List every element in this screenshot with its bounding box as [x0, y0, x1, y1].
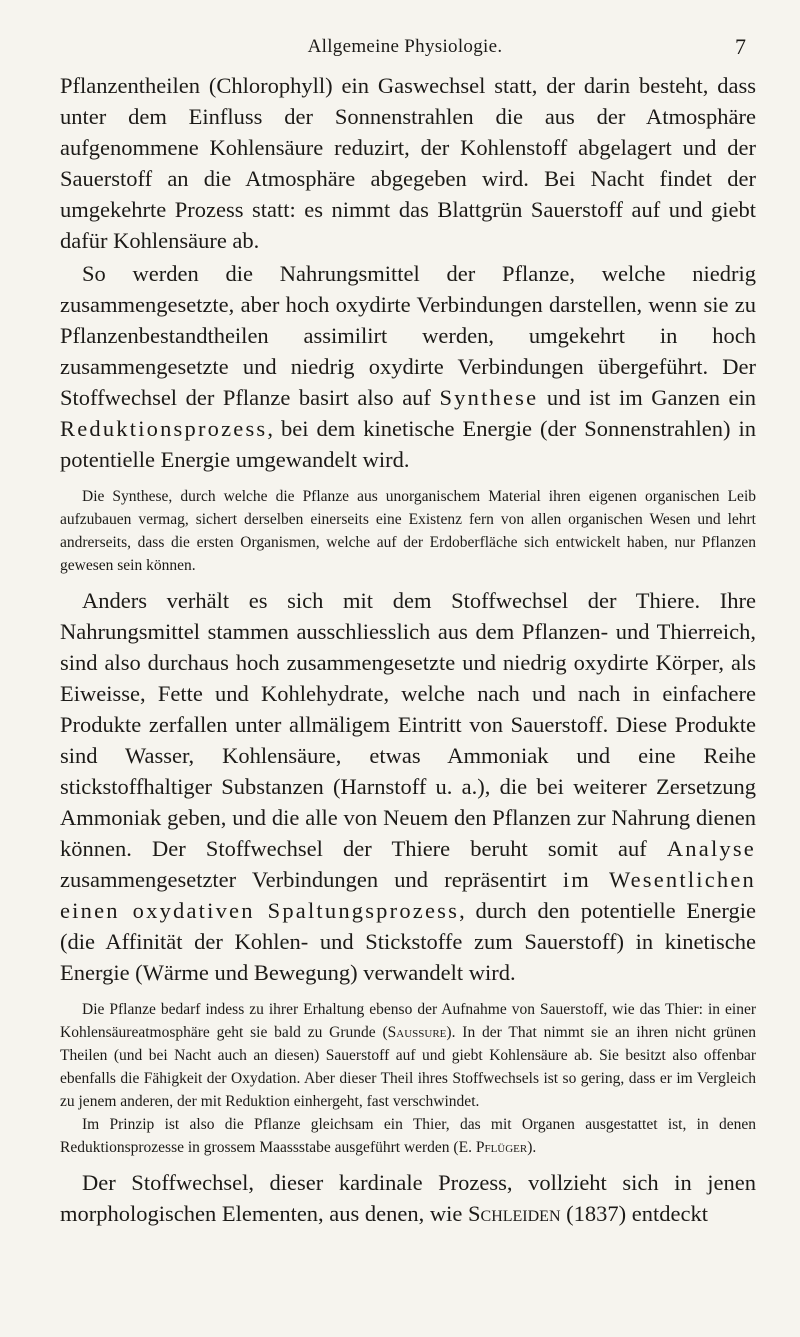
paragraph-animal-metabolism: [60, 585, 756, 988]
running-title: Allgemeine Physiologie.: [307, 36, 503, 57]
paragraph-chlorophyll: Pflanzentheilen (Chlorophyll) ein Gaswechsel statt, der darin besteht, dass unter dem Einfluss der Sonnenstrahlen die aus der Atmosphäre aufgenommene Kohlensäure reduzirt, der Kohlenstoff abgelagert und der Sauerstoff an die Atmosphäre abgegeben wird. Bei Nacht findet der umgekehrte Prozess statt: es nimmt das Blattgrün Sauerstoff auf und giebt dafür Kohlensäure ab.: [60, 73, 756, 253]
text-run: Der Stoffwechsel, dieser kardinale Prozess, vollzieht sich in jenen morphologischen Elementen, aus denen, wie: [60, 1170, 756, 1226]
text-run: ).: [527, 1139, 537, 1156]
text-run: zusammengesetzter Verbindungen und repräsentirt: [60, 867, 563, 892]
text-run: Im Prinzip ist also die Pflanze gleichsam ein Thier, das mit Organen ausgestattet ist, in denen Reduktionsprozesse in grossem Maassstabe ausgeführt werden (E.: [60, 1116, 756, 1156]
paragraph-plant-metabolism: [60, 258, 756, 475]
author-schleiden: Schleiden: [468, 1201, 561, 1226]
text-run: (1837) entdeckt: [560, 1201, 708, 1226]
text-run: , durch den potentielle Energie (die Affinität der Kohlen- und Stickstoffe zum Sauerstoff) in kinetische Energie (Wärme und Bewegung) verwandelt wird.: [60, 898, 756, 985]
text-run: Anders verhält es sich mit dem Stoffwechsel der Thiere. Ihre Nahrungsmittel stammen ausschliesslich aus dem Pflanzen- und Thierreich, sind also durchaus hoch zusammengesetzte und niedrig oxydirte Körper, als Eiweisse, Fette und Kohlehydrate, welche nach und nach in einfachere Produkte zerfallen unter allmäligem Eintritt von Sauerstoff. Diese Produkte sind Wasser, Kohlensäure, etwas Ammoniak und eine Reihe stickstoffhaltiger Substanzen (Harnstoff u. a.), die bei weiterer Zersetzung Ammoniak geben, und die alle von Neuem den Pflanzen zur Nahrung dienen können. Der Stoffwechsel der Thiere beruht somit auf: [60, 588, 756, 861]
author-saussure: Saussure: [387, 1024, 447, 1041]
note-synthese: Die Synthese, durch welche die Pflanze aus unorganischem Material ihren eigenen organischen Leib aufzubauen vermag, sichert derselben einerseits eine Existenz fern von allen organischen Wesen und lehrt andrerseits, dass die ersten Organismen, welche auf der Erdoberfläche sich entwickelt haben, nur Pflanzen gewesen sein können.: [60, 488, 756, 574]
note-principle: [60, 1113, 756, 1159]
paragraph-cell-theory: [60, 1167, 756, 1229]
text-run: So werden die Nahrungsmittel der Pflanze, welche niedrig zusammengesetzte, aber hoch oxydirte Verbindungen darstellen, wenn sie zu Pflanzenbestandtheilen assimilirt werden, umgekehrt in hoch zusammengesetzte und niedrig oxydirte Verbindungen übergeführt. Der Stoffwechsel der Pflanze basirt also auf: [60, 261, 756, 410]
text-run: Die Pflanze bedarf indess zu ihrer Erhaltung ebenso der Aufnahme von Sauerstoff, wie das Thier: in einer Kohlensäureatmosphäre geht sie bald zu Grunde (: [60, 1001, 756, 1041]
emphasis-reduktionsprozess: Reduktionsprozess: [60, 416, 268, 441]
emphasis-synthese: Synthese: [439, 385, 539, 410]
running-header: [60, 36, 750, 62]
page-number: 7: [735, 34, 746, 59]
text-run: und ist im Ganzen ein: [538, 385, 756, 410]
note-plant-oxygen: [60, 998, 756, 1113]
text-run: ). In der That nimmt sie an ihren nicht grünen Theilen (und bei Nacht auch an diesen) Sauerstoff auf und giebt Kohlensäure ab. Sie besitzt also offenbar ebenfalls die Fähigkeit der Oxydation. Aber dieser Theil ihres Stoffwechsels ist so gering, dass er im Vergleich zu jenem anderen, der mit Reduktion einhergeht, fast verschwindet.: [60, 1024, 756, 1110]
emphasis-analyse: Analyse: [666, 836, 756, 861]
emphasis-spaltungsprozess: im Wesentlichen einen oxydativen Spaltungsprozess: [60, 867, 756, 923]
author-pflueger: Pflüger: [475, 1139, 528, 1156]
page-body: [60, 70, 756, 1229]
text-run: , bei dem kinetische Energie (der Sonnenstrahlen) in potentielle Energie umgewandelt wird.: [60, 416, 756, 472]
